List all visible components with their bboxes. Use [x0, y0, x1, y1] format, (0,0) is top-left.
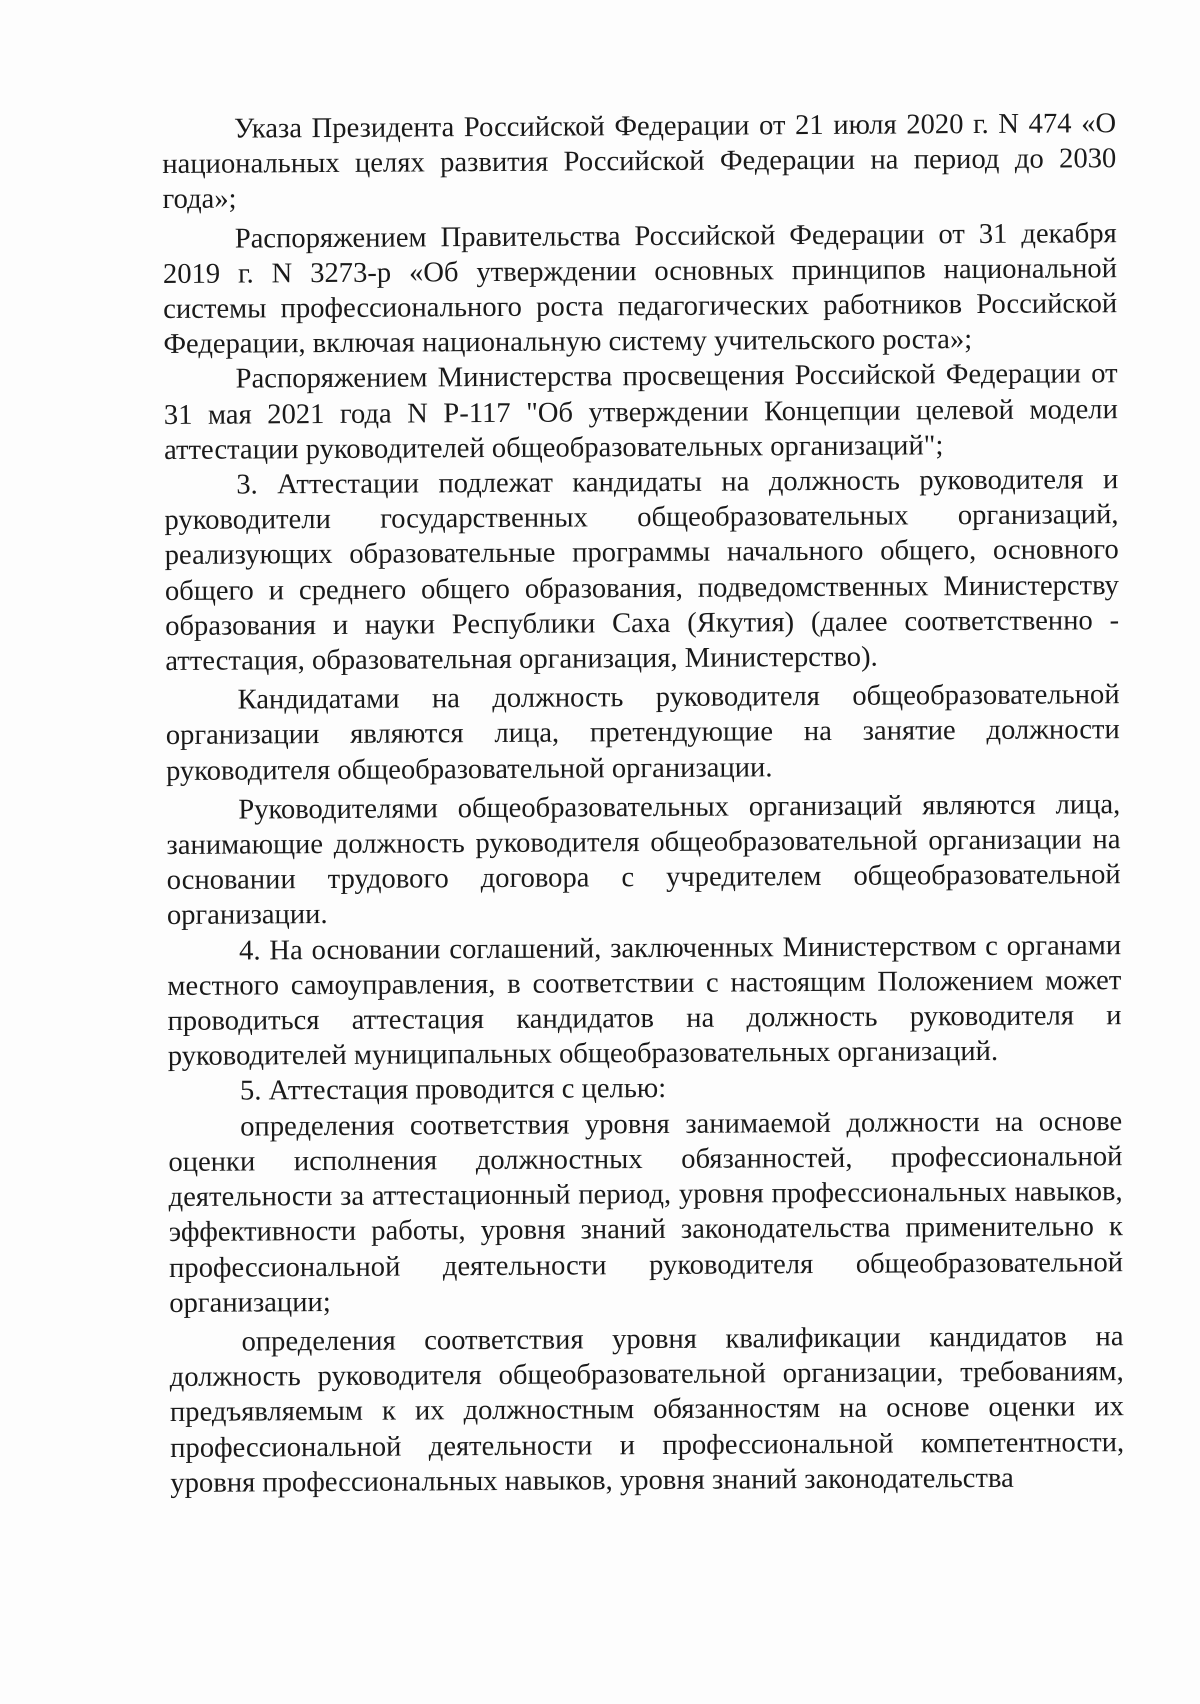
- paragraph-government-order: Распоряжением Правительства Российской Федерации от 31 декабря 2019 г. N 3273-р «Об утверждении основных принципов национальной системы профессионального роста педагогических работников Российской Федерации, включая национальную систему учительского роста»;: [162, 217, 1118, 361]
- paragraph-purpose-position: определения соответствия уровня занимаемой должности на основе оценки исполнения должностных обязанностей, профессиональной деятельности за аттестационный период, уровня профессиональных навыков, эффективности работы, уровня знаний законодательства применительно к профессиональной деятельности руководителя общеобразовательной организации;: [168, 1105, 1124, 1319]
- paragraph-ministry-order: Распоряжением Министерства просвещения Российской Федерации от 31 мая 2021 года N Р-117 "Об утверждении Концепции целевой модели аттестации руководителей общеобразовательных организаций";: [163, 358, 1118, 466]
- paragraph-clause-3: 3. Аттестации подлежат кандидаты на должность руководителя и руководители государственных общеобразовательных организаций, реализующих образовательные программы начального общего, основного общего и среднего общего образования, подведомственных Министерству образования и науки Республики Саха (Якутия) (далее соответственно - аттестация, образовательная организация, Министерство).: [164, 464, 1120, 678]
- paragraph-presidential-decree: Указа Президента Российской Федерации от 21 июля 2020 г. N 474 «О национальных целях развития Российской Федерации на период до 2030 года»;: [162, 108, 1117, 216]
- paragraph-heads-definition: Руководителями общеобразовательных организаций являются лица, занимающие должность руководителя общеобразовательной организации на основании трудового договора с учредителем общеобразовательной организации.: [166, 789, 1121, 932]
- paragraph-clause-5: 5. Аттестация проводится с целью:: [239, 1073, 667, 1108]
- document-body: [162, 106, 1124, 1501]
- paragraph-purpose-qualification: определения соответствия уровня квалификации кандидатов на должность руководителя общеобразовательной организации, требованиям, предъявляемым к их должностным обязанностям на основе оценки их профессиональной деятельности и профессиональной компетентности, уровня профессиональных навыков, уровня знаний законодательства: [169, 1321, 1125, 1499]
- paragraph-clause-4: 4. На основании соглашений, заключенных Министерством с органами местного самоуправления, в соответствии с настоящим Положением может проводиться аттестация кандидатов на должность руководителя и руководителей муниципальных общеобразовательных организаций.: [167, 929, 1122, 1073]
- paragraph-candidates-definition: Кандидатами на должность руководителя общеобразовательной организации являются лица, претендующие на занятие должности руководителя общеобразовательной организации.: [165, 679, 1120, 787]
